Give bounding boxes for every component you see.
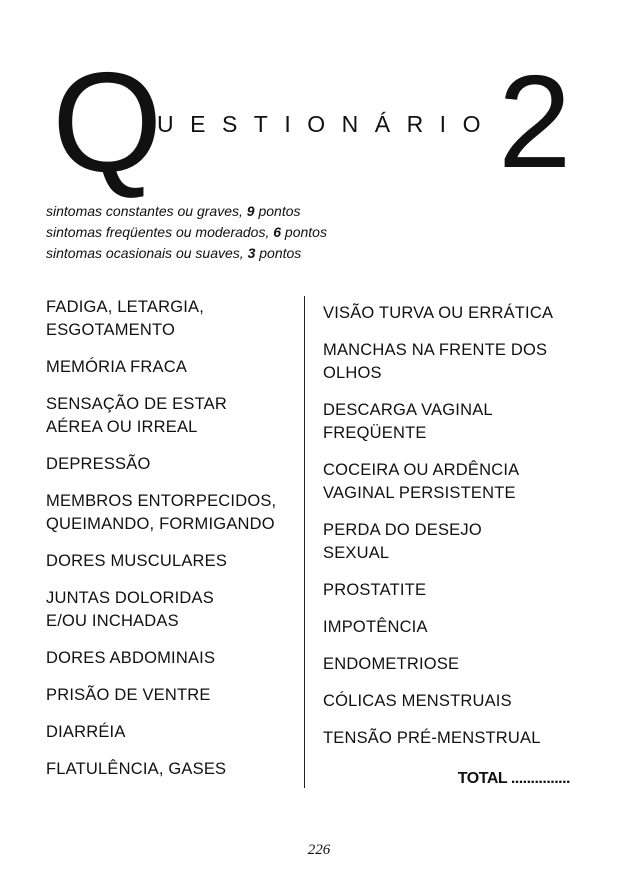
symptom-item: CÓLICAS MENSTRUAIS [323,692,512,710]
symptom-list-left [46,296,296,795]
scoring-suffix: pontos [255,245,302,261]
symptom-item: SENSAÇÃO DE ESTAR AÉREA OU IRREAL [46,395,227,436]
scoring-suffix: pontos [254,203,301,219]
scoring-row-moderate [46,222,327,243]
symptom-item: MEMÓRIA FRACA [46,358,188,376]
total-label: TOTAL [457,770,507,787]
scoring-points: 3 [247,245,256,261]
total-blank[interactable]: ............... [510,770,570,787]
symptom-list-right [323,296,583,764]
symptom-item: DORES ABDOMINAIS [46,649,216,667]
scoring-row-mild [46,243,327,264]
symptom-item: MANCHAS NA FRENTE DOS OLHOS [323,341,548,382]
scoring-text: sintomas constantes ou graves, [46,203,247,219]
scoring-row-severe [46,201,327,222]
scoring-text: sintomas freqüentes ou moderados, [46,224,274,240]
symptom-item: FLATULÊNCIA, GASES [46,760,227,778]
page-number: 226 [307,842,331,858]
symptom-item: PROSTATITE [323,581,427,599]
symptom-item: TENSÃO PRÉ-MENSTRUAL [323,729,541,747]
questionnaire-number: 2 [498,48,572,195]
symptom-item: FADIGA, LETARGIA, ESGOTAMENTO [46,298,205,339]
scoring-points: 9 [246,203,255,219]
page-title: UESTIONÁRIO [157,111,497,137]
symptom-item: DESCARGA VAGINAL FREQÜENTE [323,401,493,442]
symptom-item: DEPRESSÃO [46,455,151,473]
symptom-item: IMPOTÊNCIA [323,618,428,636]
symptom-item: VISÃO TURVA OU ERRÁTICA [323,304,554,322]
symptom-item: PERDA DO DESEJO SEXUAL [323,521,482,562]
symptom-item: ENDOMETRIOSE [323,655,460,673]
total-field[interactable] [458,770,570,788]
symptom-item: COCEIRA OU ARDÊNCIA VAGINAL PERSISTENTE [323,461,520,502]
symptom-item: DIARRÉIA [46,723,126,741]
scoring-legend [46,201,327,264]
scoring-suffix: pontos [281,224,327,240]
scoring-points: 6 [273,224,282,240]
scoring-text: sintomas ocasionais ou suaves, [46,245,248,261]
title-initial: Q [52,43,163,202]
column-divider [304,296,305,788]
symptom-item: MEMBROS ENTORPECIDOS, QUEIMANDO, FORMIGANDO [46,492,277,533]
symptom-item: PRISÃO DE VENTRE [46,686,211,704]
symptom-item: DORES MUSCULARES [46,552,228,570]
symptom-item: JUNTAS DOLORIDAS E/OU INCHADAS [46,589,214,630]
